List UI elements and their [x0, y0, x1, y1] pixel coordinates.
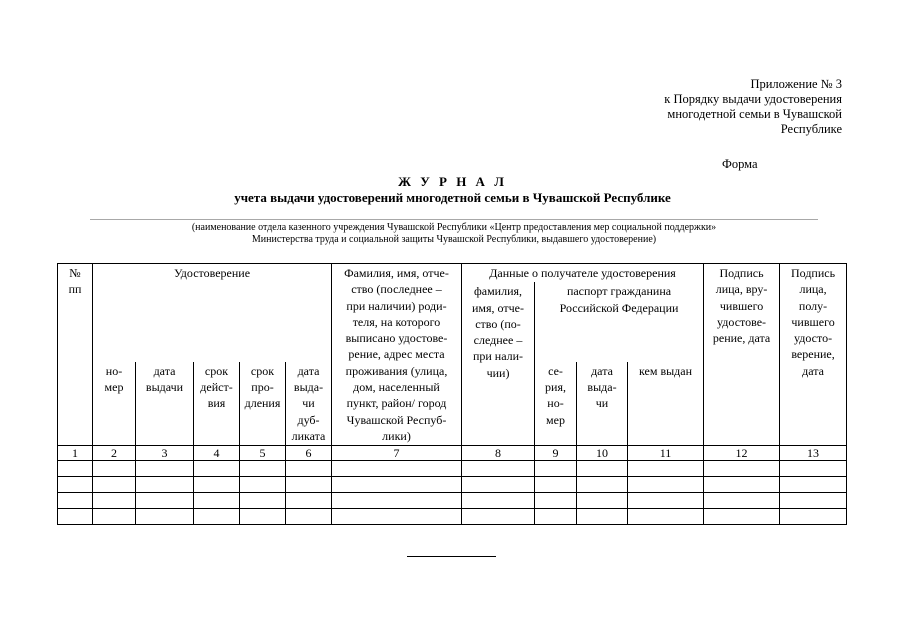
- header-no-spacer: [58, 362, 93, 446]
- column-number: 4: [194, 446, 240, 461]
- column-number: 7: [332, 446, 462, 461]
- header-passport-issue-date: дата выда- чи: [577, 362, 628, 446]
- header-passport: паспорт гражданина Российской Федерации: [535, 282, 704, 361]
- column-number: 12: [704, 446, 780, 461]
- header-row: [58, 264, 847, 283]
- journal-table: [57, 263, 847, 525]
- header-cert-extension: срок про- дления: [240, 362, 286, 446]
- column-number: 9: [535, 446, 577, 461]
- empty-entry-row: [58, 509, 847, 525]
- footer-separator-line: [407, 556, 496, 557]
- column-number: 11: [628, 446, 704, 461]
- journal-title: Ж У Р Н А Л: [398, 174, 507, 189]
- header-cert-number: но- мер: [93, 362, 136, 446]
- header-recipient-name: фамилия, имя, отче- ство (по- следнее – при нали- чии): [462, 282, 535, 445]
- department-caption-line: (наименование отдела казенного учреждения Чувашской Республики «Центр предоставления мер социальной поддержки»: [191, 222, 717, 233]
- header-passport-series-number: се- рия, но- мер: [535, 362, 577, 446]
- appendix-block: [612, 77, 842, 137]
- column-number: 5: [240, 446, 286, 461]
- header-family-name-address: Фамилия, имя, отче- ство (последнее – при наличии) роди- теля, на которого выписано удостове- рение, адрес места проживания (улица, дом, населенный пункт, район/ город Чувашской Респуб- лики): [332, 264, 462, 446]
- column-number: 8: [462, 446, 535, 461]
- appendix-line: многодетной семьи в Чувашской: [667, 107, 842, 121]
- column-number: 6: [286, 446, 332, 461]
- column-number: 13: [780, 446, 847, 461]
- empty-entry-row: [58, 493, 847, 509]
- appendix-line: Приложение № 3: [750, 77, 842, 91]
- fill-in-line: [90, 219, 818, 220]
- column-number: 10: [577, 446, 628, 461]
- header-certificate-spacer: [93, 282, 332, 361]
- header-cert-issue-date: дата выдачи: [136, 362, 194, 446]
- header-signature-issuer: Подпись лица, вру- чившего удостове- рение, дата: [704, 264, 780, 446]
- header-signature-receiver: Подпись лица, полу- чившего удосто- верение, дата: [780, 264, 847, 446]
- empty-entry-row: [58, 477, 847, 493]
- department-caption: [90, 222, 818, 246]
- column-number-row: [58, 446, 847, 461]
- header-cert-duplicate-date: дата выда- чи дуб- ликата: [286, 362, 332, 446]
- column-number: 3: [136, 446, 194, 461]
- journal-subtitle: учета выдачи удостоверений многодетной семьи в Чувашской Республике: [234, 190, 671, 205]
- appendix-line: к Порядку выдачи удостоверения: [664, 92, 842, 106]
- header-recipient-data: Данные о получателе удостоверения: [462, 264, 704, 283]
- header-passport-issued-by: кем выдан: [628, 362, 704, 446]
- column-number: 1: [58, 446, 93, 461]
- column-number: 2: [93, 446, 136, 461]
- empty-entry-row: [58, 461, 847, 477]
- header-no: № пп: [58, 264, 93, 362]
- form-label: Форма: [722, 157, 758, 171]
- header-certificate: Удостоверение: [93, 264, 332, 283]
- department-caption-line: Министерства труда и социальной защиты Чувашской Республики, выдавшего удостоверение): [251, 234, 657, 245]
- appendix-line: Республике: [780, 122, 842, 136]
- header-cert-validity: срок дейст- вия: [194, 362, 240, 446]
